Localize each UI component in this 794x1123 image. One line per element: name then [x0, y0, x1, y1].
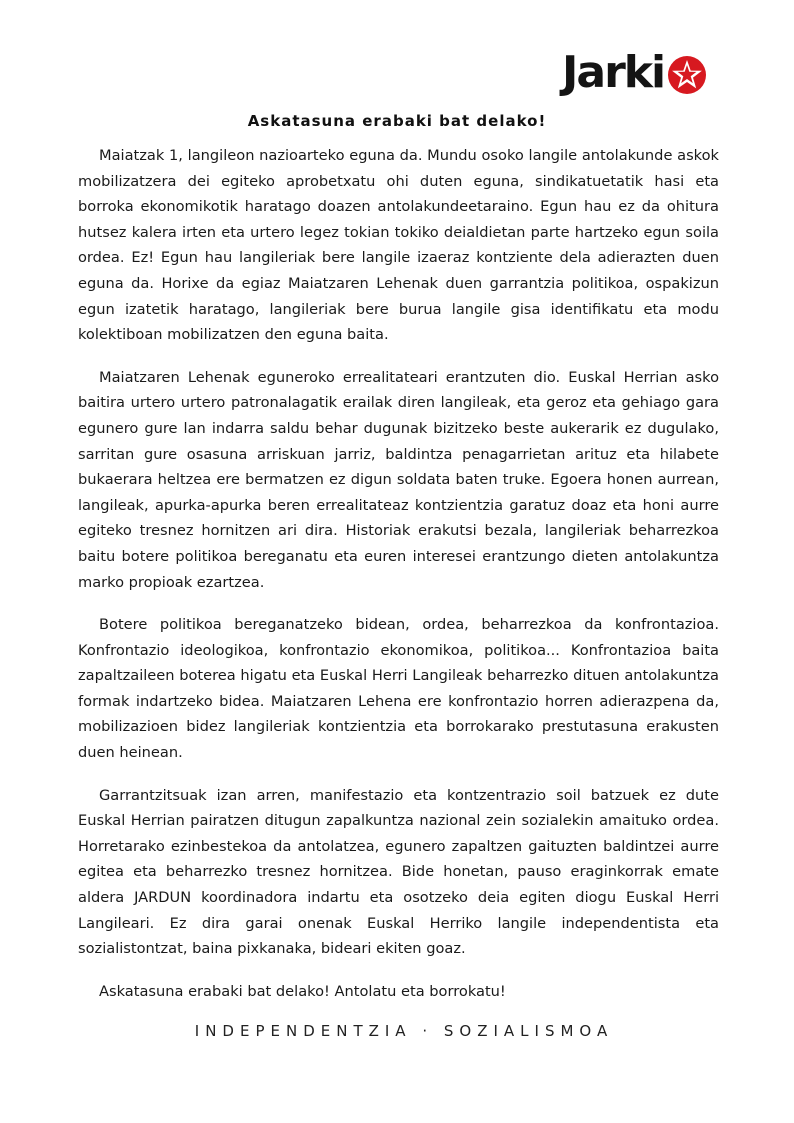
footer-slogan: INDEPENDENTZIA · SOZIALISMOA — [194, 1022, 614, 1040]
document-title: Askatasuna erabaki bat delako! — [247, 112, 547, 130]
star-icon — [666, 54, 708, 96]
closing-line: Askatasuna erabaki bat delako! Antolatu eta borrokatu! — [99, 982, 506, 1000]
jarki-logo — [562, 47, 708, 98]
paragraph: Maiatzak 1, langileon nazioarteko eguna da. Mundu osoko langile antolakunde askok mobilizatzera dei egiteko aprobetxatu ohi duten eguna, sindikatuetatik hasi eta borroka ekonomikotik haratago doazen antolakundeetaraino. Egun hau ez da ohitura hutsez kalera irten eta urtero legez tokian tokiko deialdietan parte hartzeko egun soila ordea. Ez! Egun hau langileriak bere langile izaeraz kontziente dela adierazten duen eguna da. Horixe da egiaz Maiatzaren Lehenak duen garrantzia politikoa, ospakizun egun izatetik haratago, langileriak bere burua langile gisa identifikatu eta modu kolektiboan mobilizatzen den eguna baita. — [78, 147, 719, 344]
paragraph: Botere politikoa bereganatzeko bidean, ordea, beharrezkoa da konfrontazioa. Konfrontazio ideologikoa, konfrontazio ekonomikoa, politikoa... Konfrontazioa baita zapaltzaileen boterea higatu eta Euskal Herri Langileak beharrezko dituen antolakuntza formak indartzeko bidea. Maiatzaren Lehena ere konfrontazio horren adierazpena da, mobilizazioen bidez langileriak kontzientzia eta borrokarako prestutasuna erakusten duen heinean. — [78, 616, 719, 762]
paragraph: Garrantzitsuak izan arren, manifestazio eta kontzentrazio soil batzuek ez dute Euskal Herrian pairatzen ditugun zapalkuntza nazional zein sozialekin amaituko ordea. Horretarako ezinbestekoa da antolatzea, egunero zapaltzen gaituzten baldintzei aurre egitea eta beharrezko tresnez hornitzea. Bide honetan, pauso eraginkorrak emate aldera JARDUN koordinadora indartu eta osotzeko deia egiten diogu Euskal Herri Langileari. Ez dira garai onenak Euskal Herriko langile independentista eta sozialistontzat, baina pixkanaka, bideari ekiten goaz. — [78, 786, 719, 958]
logo-text: Jarki — [562, 47, 665, 98]
document-body — [78, 143, 719, 1021]
paragraph: Maiatzaren Lehenak eguneroko errealitateari erantzuten dio. Euskal Herrian asko baitira urtero urtero patronalagatik erailak diren langileak, eta geroz eta gehiago gara egunero gure lan indarra saldu behar dugunak bizitzeko beste aukerarik ez dugulako, sarritan gure osasuna arriskuan jarriz, baldintza penagarrietan arituz eta hilabete bukaerara heltzea ere bermatzen ez digun soldata baten truke. Egoera honen aurrean, langileak, apurka-apurka beren errealitateaz kontzientzia garatuz doaz eta honi aurre egiteko tresnez hornitzen ari dira. Historiak erakutsi bezala, langileriak beharrezkoa baitu botere politikoa bereganatu eta euren interesei erantzungo dieten antolakuntza marko propioak ezartzea. — [78, 368, 719, 591]
